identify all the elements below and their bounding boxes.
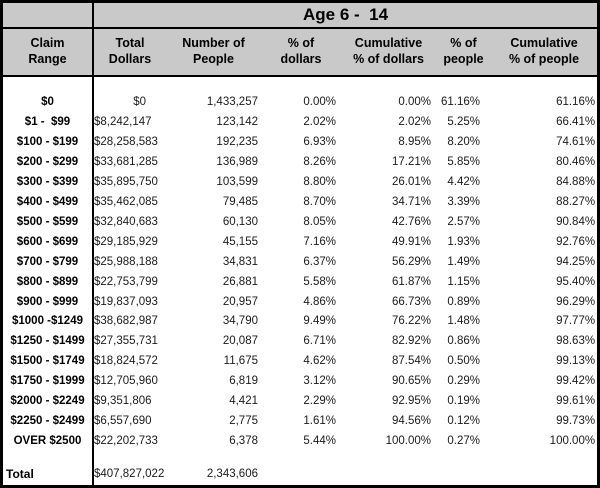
- table-row: [3, 132, 597, 152]
- table-row: [3, 92, 597, 112]
- total-dollars-cell: $6,557,690: [94, 415, 152, 428]
- claim-range-cell: $0: [3, 92, 93, 112]
- pct-people-cell: 2.57%: [447, 215, 480, 228]
- pct-dollars-cell: 4.62%: [303, 355, 336, 368]
- col-header-pct-of-people: % of people: [436, 28, 491, 76]
- pct-people-cell: 1.15%: [447, 275, 480, 288]
- total-dollars-cell: $35,895,750: [94, 175, 158, 188]
- cum-pct-people-cell: 88.27%: [556, 195, 596, 208]
- num-people-cell: 60,130: [222, 215, 258, 228]
- claim-range-cell: $1000 -$1249: [3, 311, 93, 331]
- title-row: [3, 3, 597, 28]
- cum-pct-people-cell: 92.76%: [556, 235, 596, 248]
- page-title: Age 6 - 14: [93, 3, 597, 28]
- claim-range-cell: $300 - $399: [3, 172, 93, 192]
- pct-people-cell: 4.42%: [447, 175, 480, 188]
- pct-people-cell: 3.39%: [447, 195, 480, 208]
- claim-range-cell: $800 - $899: [3, 272, 93, 292]
- num-people-cell: 123,142: [216, 116, 258, 129]
- num-people-cell: 2,775: [229, 415, 258, 428]
- pct-people-cell: 0.29%: [447, 375, 480, 388]
- total-dollars-cell: $22,753,799: [94, 275, 158, 288]
- total-dollars-cell: $19,837,093: [94, 295, 158, 308]
- cum-pct-people-cell: 99.42%: [556, 375, 596, 388]
- cum-pct-people-cell: 95.40%: [556, 275, 596, 288]
- cum-pct-dollars-cell: 94.56%: [391, 415, 431, 428]
- cum-pct-people-cell: 99.61%: [556, 395, 596, 408]
- col-header-number-of-people: Number of People: [166, 28, 261, 76]
- cum-pct-dollars-cell: 17.21%: [391, 156, 431, 169]
- total-dollars-cell: $33,681,285: [94, 156, 158, 169]
- pct-dollars-cell: 5.58%: [303, 275, 336, 288]
- claim-range-cell: $1250 - $1499: [3, 331, 93, 351]
- pct-dollars-cell: 1.61%: [303, 415, 336, 428]
- claim-range-cell: $500 - $599: [3, 212, 93, 232]
- total-dollars-value: $407,827,022: [94, 468, 165, 480]
- pct-dollars-cell: 5.44%: [303, 435, 336, 447]
- cum-pct-people-cell: 61.16%: [556, 96, 596, 109]
- total-dollars-cell: $28,258,583: [94, 136, 158, 149]
- total-dollars-cell: $12,705,960: [94, 375, 158, 388]
- pct-dollars-cell: 9.49%: [303, 315, 336, 328]
- col-header-cumulative-pct-of-dollars: Cumulative % of dollars: [341, 28, 436, 76]
- cum-pct-dollars-cell: 100.00%: [385, 435, 431, 447]
- claims-table: [3, 3, 597, 485]
- table-body: [3, 76, 597, 451]
- pct-dollars-cell: 4.86%: [303, 295, 336, 308]
- cum-pct-people-cell: 84.88%: [556, 175, 596, 188]
- cum-pct-dollars-cell: 76.22%: [391, 315, 431, 328]
- total-dollars-cell: $22,202,733: [94, 435, 158, 447]
- total-dollars-cell: $32,840,683: [94, 215, 158, 228]
- claim-range-cell: $600 - $699: [3, 232, 93, 252]
- pct-people-cell: 1.48%: [447, 315, 480, 328]
- cum-pct-dollars-cell: 2.02%: [398, 116, 431, 129]
- cum-pct-dollars-cell: 0.00%: [398, 96, 431, 109]
- cum-pct-people-cell: 98.63%: [556, 335, 596, 348]
- num-people-cell: 34,790: [222, 315, 258, 328]
- claim-range-cell: $2000 - $2249: [3, 391, 93, 411]
- table-row: [3, 371, 597, 391]
- column-header-row: [3, 28, 597, 76]
- table-row: [3, 112, 597, 132]
- pct-people-cell: 1.49%: [447, 255, 480, 268]
- col-header-cumulative-pct-of-people: Cumulative % of people: [491, 28, 597, 76]
- num-people-cell: 20,957: [222, 295, 258, 308]
- pct-dollars-cell: 8.70%: [303, 195, 336, 208]
- pct-people-cell: 0.27%: [447, 435, 480, 447]
- cum-pct-dollars-cell: 61.87%: [391, 275, 431, 288]
- claim-range-cell: $2250 - $2499: [3, 411, 93, 431]
- cum-pct-dollars-cell: 87.54%: [391, 355, 431, 368]
- table-row: [3, 391, 597, 411]
- cum-pct-dollars-cell: 49.91%: [391, 235, 431, 248]
- claim-range-cell: $1500 - $1749: [3, 351, 93, 371]
- cum-pct-people-cell: 97.77%: [556, 315, 596, 328]
- pct-people-cell: 61.16%: [440, 96, 480, 109]
- cum-pct-dollars-cell: 90.65%: [391, 375, 431, 388]
- table-row: [3, 431, 597, 451]
- cum-pct-people-cell: 80.46%: [556, 156, 596, 169]
- claim-range-cell: $900 - $999: [3, 292, 93, 312]
- num-people-cell: 11,675: [223, 355, 258, 368]
- cum-pct-people-cell: 99.73%: [556, 415, 596, 428]
- total-dollars-cell: $27,355,731: [94, 335, 158, 348]
- cum-pct-dollars-cell: 34.71%: [391, 195, 431, 208]
- pct-people-cell: 5.85%: [447, 156, 480, 169]
- pct-dollars-cell: 6.93%: [303, 136, 336, 149]
- num-people-cell: 192,235: [216, 136, 258, 149]
- pct-dollars-cell: 6.71%: [303, 335, 336, 348]
- cum-pct-people-cell: 66.41%: [556, 116, 596, 129]
- total-dollars-cell: $29,185,929: [94, 235, 158, 248]
- total-dollars-cell: $18,824,572: [94, 355, 158, 368]
- num-people-cell: 45,155: [222, 235, 258, 248]
- pct-dollars-cell: 6.37%: [303, 255, 336, 268]
- cum-pct-people-cell: 100.00%: [549, 435, 596, 447]
- num-people-cell: 1,433,257: [206, 96, 258, 109]
- table-row: [3, 172, 597, 192]
- col-header-total-dollars: Total Dollars: [93, 28, 166, 76]
- claim-range-cell: $200 - $299: [3, 152, 93, 172]
- pct-dollars-cell: 7.16%: [303, 235, 336, 248]
- table-row: [3, 192, 597, 212]
- cum-pct-dollars-cell: 56.29%: [391, 255, 431, 268]
- table-row: [3, 152, 597, 172]
- title-corner-cell: [3, 3, 93, 28]
- num-people-cell: 4,421: [229, 395, 258, 408]
- table-row: [3, 252, 597, 272]
- num-people-cell: 26,881: [222, 275, 258, 288]
- total-dollars-cell: $38,682,987: [94, 315, 158, 328]
- col-header-claim-range: Claim Range: [3, 28, 93, 76]
- num-people-cell: 6,378: [229, 435, 258, 447]
- cum-pct-people-cell: 99.13%: [556, 355, 596, 368]
- pct-people-cell: 0.19%: [447, 395, 480, 408]
- pct-people-cell: 8.20%: [447, 136, 480, 149]
- claim-range-cell: $1750 - $1999: [3, 371, 93, 391]
- claim-range-cell: OVER $2500: [3, 431, 93, 451]
- total-dollars-cell: $9,351,806: [94, 395, 152, 408]
- total-dollars-cell: $8,242,147: [94, 116, 152, 129]
- claim-range-cell: $100 - $199: [3, 132, 93, 152]
- pct-dollars-cell: 2.02%: [303, 116, 336, 129]
- cum-pct-people-cell: 90.84%: [556, 215, 596, 228]
- num-people-cell: 136,989: [216, 156, 258, 169]
- cum-pct-dollars-cell: 8.95%: [398, 136, 431, 149]
- num-people-cell: 79,485: [222, 195, 258, 208]
- pct-dollars-cell: 0.00%: [303, 96, 336, 109]
- claim-range-cell: $400 - $499: [3, 192, 93, 212]
- cum-pct-dollars-cell: 66.73%: [391, 295, 431, 308]
- cum-pct-people-cell: 96.29%: [556, 295, 596, 308]
- total-row: [3, 463, 597, 485]
- table-row: [3, 411, 597, 431]
- cum-pct-dollars-cell: 42.76%: [391, 215, 431, 228]
- col-header-pct-of-dollars: % of dollars: [261, 28, 341, 76]
- table-row: [3, 232, 597, 252]
- claim-range-cell: $700 - $799: [3, 252, 93, 272]
- claim-range-cell: $1 - $99: [3, 112, 93, 132]
- num-people-cell: 6,819: [229, 375, 258, 388]
- total-dollars-cell: $0: [133, 96, 146, 109]
- pct-dollars-cell: 8.05%: [303, 215, 336, 228]
- table-row: [3, 272, 597, 292]
- cum-pct-people-cell: 94.25%: [556, 255, 596, 268]
- pct-people-cell: 5.25%: [447, 116, 480, 129]
- total-label: Total: [3, 463, 93, 485]
- pct-people-cell: 0.50%: [447, 355, 480, 368]
- num-people-cell: 34,831: [222, 255, 258, 268]
- pct-people-cell: 0.12%: [447, 415, 480, 428]
- num-people-cell: 103,599: [216, 175, 258, 188]
- pct-dollars-cell: 3.12%: [303, 375, 336, 388]
- table-row: [3, 331, 597, 351]
- total-dollars-cell: $35,462,085: [94, 195, 158, 208]
- total-people-value: 2,343,606: [206, 468, 258, 480]
- pct-dollars-cell: 8.80%: [303, 175, 336, 188]
- num-people-cell: 20,087: [222, 335, 258, 348]
- spacer-row: [3, 76, 597, 92]
- pct-dollars-cell: 8.26%: [303, 156, 336, 169]
- table-row: [3, 351, 597, 371]
- pct-people-cell: 0.89%: [447, 295, 480, 308]
- pct-people-cell: 1.93%: [447, 235, 480, 248]
- table-row: [3, 212, 597, 232]
- table-row: [3, 292, 597, 312]
- cum-pct-people-cell: 74.61%: [556, 136, 596, 149]
- table-row: [3, 311, 597, 331]
- spacer-row: [3, 451, 597, 463]
- cum-pct-dollars-cell: 26.01%: [391, 175, 431, 188]
- pct-dollars-cell: 2.29%: [303, 395, 336, 408]
- cum-pct-dollars-cell: 92.95%: [391, 395, 431, 408]
- pct-people-cell: 0.86%: [447, 335, 480, 348]
- cum-pct-dollars-cell: 82.92%: [391, 335, 431, 348]
- total-dollars-cell: $25,988,188: [94, 255, 158, 268]
